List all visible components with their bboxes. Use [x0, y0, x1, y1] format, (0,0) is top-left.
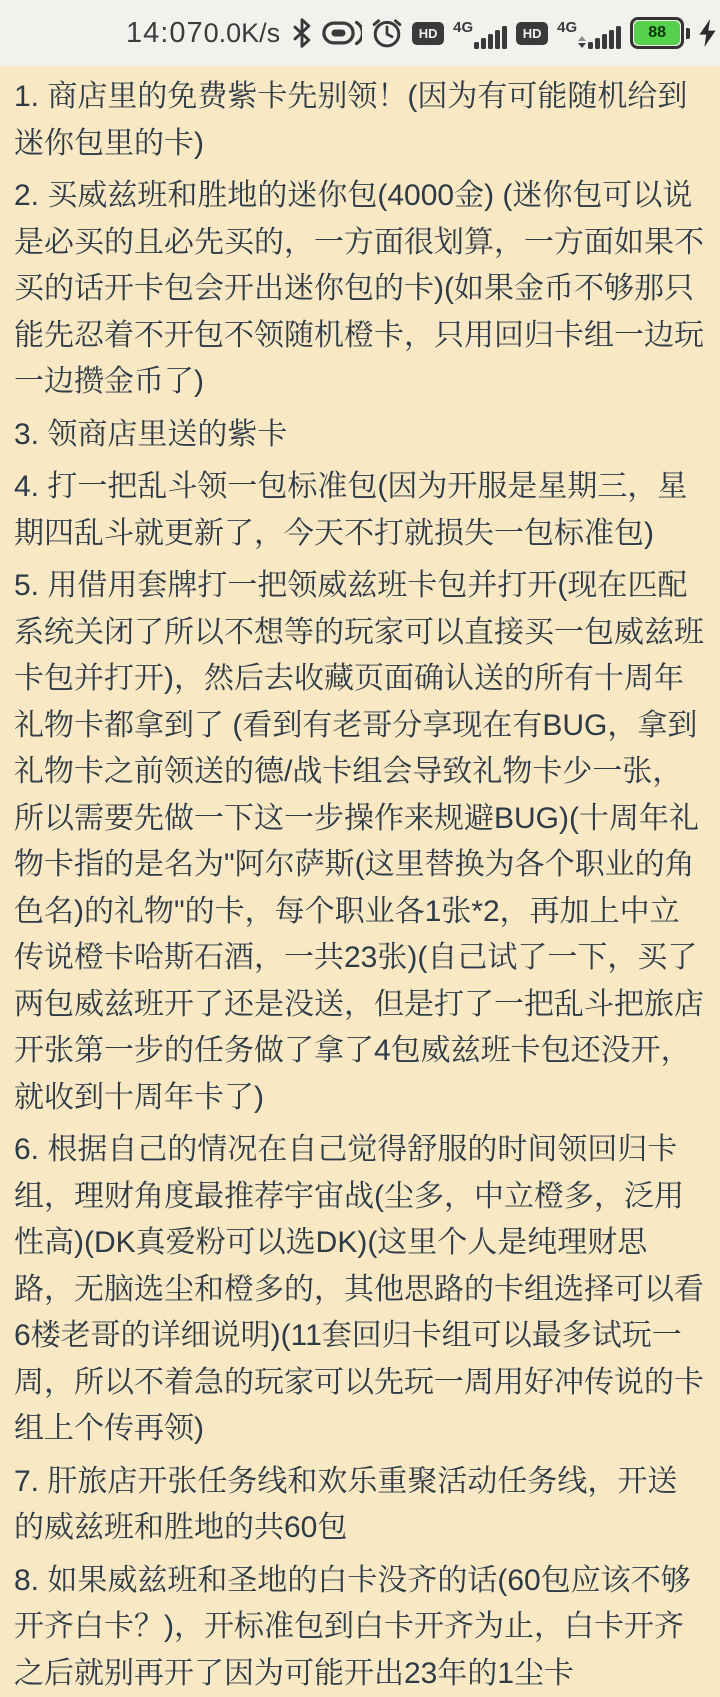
battery-percent: 88 [634, 21, 680, 45]
note-text-area[interactable] [0, 66, 720, 1697]
battery-indicator [630, 17, 690, 49]
signal-bars-icon [588, 26, 621, 49]
clock-time: 14:07 [126, 17, 204, 50]
charging-bolt-icon [699, 19, 716, 47]
signal-bars-icon [474, 26, 507, 49]
list-item-8: 8. 如果威兹班和圣地的白卡没齐的话(60包应该不够开齐白卡？)，开标准包到白卡开齐为止，白卡开齐之后就别再开了因为可能开出23年的1尘卡 [14, 1558, 704, 1697]
data-traffic-arrows-icon [578, 36, 586, 48]
eye-protection-icon [322, 19, 362, 47]
signal-strength-sim2 [557, 17, 621, 49]
bluetooth-icon [291, 18, 313, 48]
battery-icon [630, 17, 684, 49]
list-item-5: 5. 用借用套牌打一把领威兹班卡包并打开(现在匹配系统关闭了所以不想等的玩家可以直接买一包威兹班卡包并打开)，然后去收藏页面确认送的所有十周年礼物卡都拿到了 (看到有老哥分享现在有BUG，拿到礼物卡之前领送的德/战卡组会导致礼物卡少一张，所以需要先做一下这一步操作来规避BUG)(十周年礼物卡指的是名为"阿尔萨斯(这里替换为各个职业的角色名)的礼物"的卡，每个职业各1张*2，再加上中立传说橙卡哈斯石酒，一共23张)(自己试了一下，买了两包威兹班开了还是没送，但是打了一把乱斗把旅店开张第一步的任务做了拿了4包威兹班卡包还没开，就收到十周年卡了) [14, 563, 704, 1121]
status-bar [0, 0, 720, 66]
alarm-icon [371, 17, 403, 49]
list-item-2: 2. 买威兹班和胜地的迷你包(4000金) (迷你包可以说是必买的且必先买的，一方面很划算，一方面如果不买的话开卡包会开出迷你包的卡)(如果金币不够那只能先忍着不开包不领随机橙卡，只用回归卡组一边玩一边攒金币了) [14, 173, 704, 406]
network-speed: 0.0K/s [204, 18, 281, 49]
network-type-sim2: 4G [557, 20, 577, 35]
list-item-6: 6. 根据自己的情况在自己觉得舒服的时间领回归卡组，理财角度最推荐宇宙战(尘多，中立橙多，泛用性高)(DK真爱粉可以选DK)(这里个人是纯理财思路，无脑选尘和橙多的，其他思路的卡组选择可以看6楼老哥的详细说明)(11套回归卡组可以最多试玩一周，所以不着急的玩家可以先玩一周用好冲传说的卡组上个传再领) [14, 1127, 704, 1453]
status-bar-indicators [204, 17, 717, 49]
list-item-7: 7. 肝旅店开张任务线和欢乐重聚活动任务线，开送的威兹班和胜地的共60包 [14, 1459, 704, 1552]
list-item-4: 4. 打一把乱斗领一包标准包(因为开服是星期三，星期四乱斗就更新了，今天不打就损失一包标准包) [14, 464, 704, 557]
signal-strength-sim1 [453, 17, 507, 49]
list-item-3: 3. 领商店里送的紫卡 [14, 412, 704, 459]
hd-voice-badge-sim2: HD [516, 22, 548, 45]
hd-voice-badge-sim1: HD [412, 22, 444, 45]
list-item-1: 1. 商店里的免费紫卡先别领！(因为有可能随机给到迷你包里的卡) [14, 74, 704, 167]
network-type-sim1: 4G [453, 20, 473, 35]
